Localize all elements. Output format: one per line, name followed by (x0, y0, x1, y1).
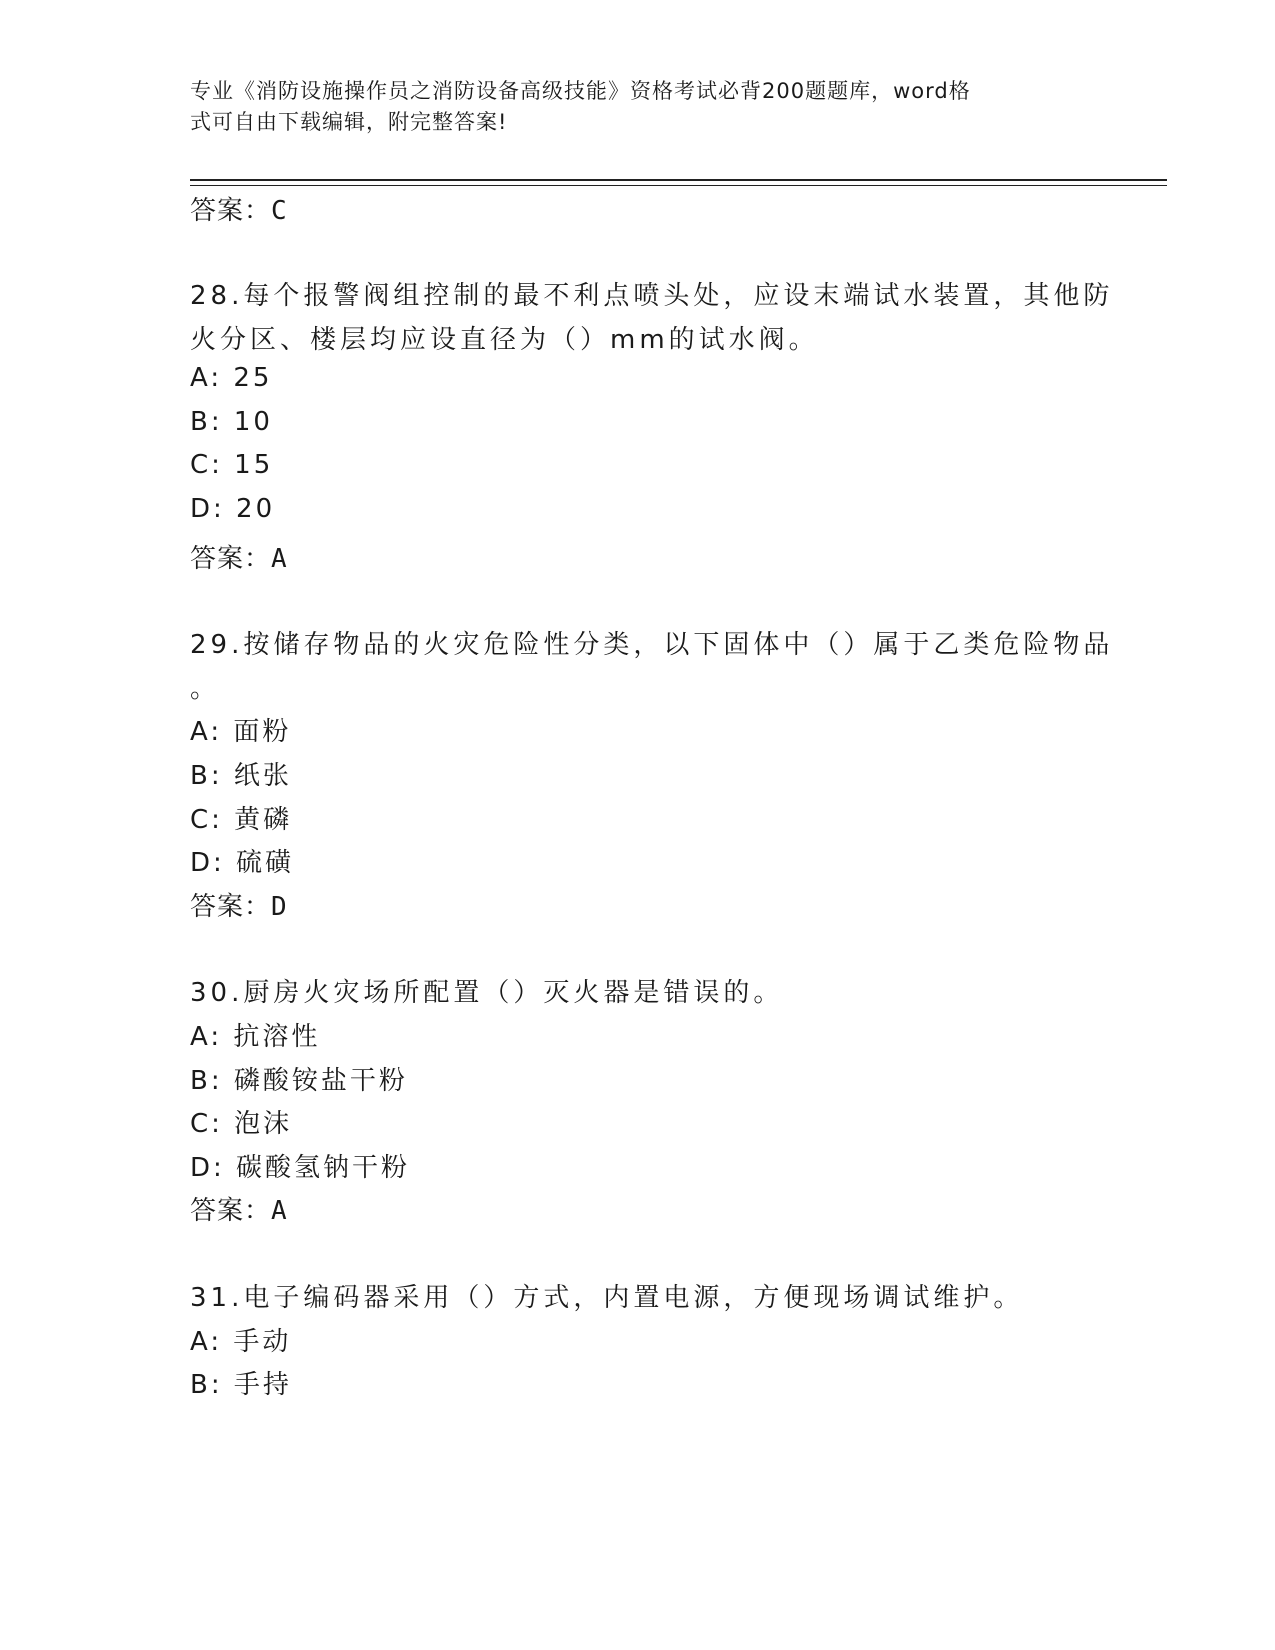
answer-value: A (271, 1196, 288, 1226)
question-30-answer (190, 1190, 288, 1227)
question-30-option-c: C: 泡沫 (190, 1109, 293, 1139)
answer-value: A (271, 544, 288, 574)
header-rule-thin (190, 185, 1167, 186)
question-28-answer (190, 538, 288, 575)
header-rule-thick (190, 179, 1167, 181)
answer-value: D (271, 892, 288, 922)
question-29-stem-line-2: 。 (190, 674, 221, 704)
question-29-option-c: C: 黄磷 (190, 805, 293, 835)
question-31-option-a: A: 手动 (190, 1327, 292, 1357)
question-29-option-b: B: 纸张 (190, 761, 292, 791)
answer-label: 答案： (190, 196, 272, 226)
header-line-1: 专业《消防设施操作员之消防设备高级技能》资格考试必背200题题库，word格 (190, 79, 971, 103)
question-29-answer (190, 886, 288, 923)
header-line-2: 式可自由下载编辑，附完整答案! (190, 110, 508, 134)
question-31-stem-line-1: 31.电子编码器采用（）方式，内置电源，方便现场调试维护。 (190, 1283, 1024, 1313)
answer-line (190, 190, 288, 227)
answer-label: 答案： (190, 1196, 272, 1226)
answer-label: 答案： (190, 544, 272, 574)
question-30-option-d: D: 碳酸氢钠干粉 (190, 1153, 411, 1183)
question-30-option-a: A: 抗溶性 (190, 1022, 321, 1052)
question-30-stem-line-1: 30.厨房火灾场所配置（）灭火器是错误的。 (190, 978, 784, 1008)
question-28-option-c: C: 15 (190, 450, 274, 480)
question-30-option-b: B: 磷酸铵盐干粉 (190, 1066, 408, 1096)
question-29-stem-line-1: 29.按储存物品的火灾危险性分类，以下固体中（）属于乙类危险物品 (190, 630, 1114, 660)
question-28-option-a: A: 25 (190, 363, 273, 393)
question-28-stem-line-2: 火分区、楼层均应设直径为（）mm的试水阀。 (190, 325, 819, 355)
question-29-option-d: D: 硫磺 (190, 848, 295, 878)
document-header (190, 76, 1090, 138)
question-28-option-d: D: 20 (190, 494, 276, 524)
question-31-option-b: B: 手持 (190, 1370, 292, 1400)
question-28-option-b: B: 10 (190, 407, 273, 437)
answer-label: 答案： (190, 892, 272, 922)
answer-value: C (271, 196, 288, 226)
question-29-option-a: A: 面粉 (190, 717, 292, 747)
question-28-stem-line-1: 28.每个报警阀组控制的最不利点喷头处，应设末端试水装置，其他防 (190, 281, 1114, 311)
